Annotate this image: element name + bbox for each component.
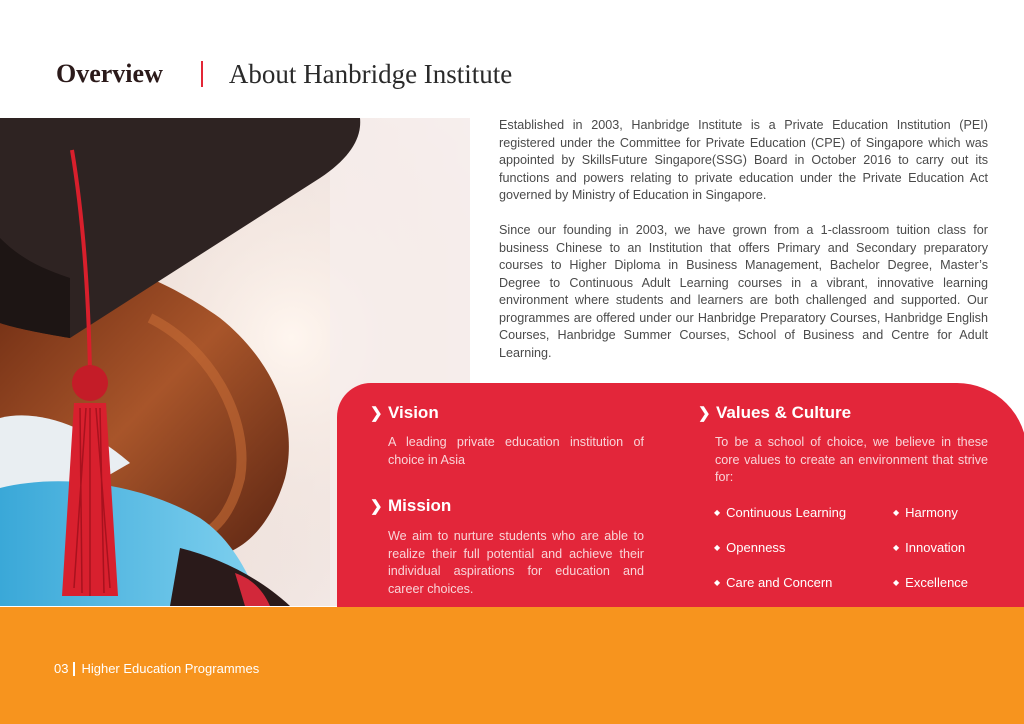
mission-heading	[370, 496, 451, 516]
section-label: Overview	[56, 59, 163, 88]
values-heading	[698, 403, 851, 423]
values-title: Values & Culture	[716, 403, 852, 422]
intro-paragraph-2: Since our founding in 2003, we have grown from a 1-classroom tuition class for business Chinese to an Institution that offers Primary and Secondary preparatory courses to Higher Diploma in Business Management, Bachelor Degree, Master’s Degree to Continuous Adult Learning courses in a vibrant, innovative learning environment where students and learners are both challenged and supported. Our programmes are offered under our Hanbridge Preparatory Courses, Hanbridge English Courses, Hanbridge Summer Courses, School of Business and Centre for Adult Learning.	[499, 223, 988, 360]
value-label: Continuous Learning	[726, 505, 847, 520]
diamond-icon: ◆	[893, 543, 900, 552]
value-label: Innovation	[905, 540, 966, 555]
vision-text: A leading private education institution of choice in Asia	[388, 435, 644, 467]
footer-caption	[54, 661, 259, 676]
diamond-icon: ◆	[714, 508, 721, 517]
value-label: Excellence	[905, 575, 969, 590]
value-item	[893, 575, 968, 590]
intro-paragraph-1: Established in 2003, Hanbridge Institute is a Private Education Institution (PEI) registered under the Committee for Private Education (CPE) of Singapore which was appointed by SkillsFuture Singapore(SSG) Board in October 2016 to carry out its functions and powers relating to private education under the Private Education Act governed by Ministry of Education in Singapore.	[499, 118, 988, 202]
value-item	[714, 540, 785, 555]
intro-text	[499, 117, 988, 362]
diamond-icon: ◆	[714, 578, 721, 587]
value-item	[893, 540, 965, 555]
mission-title: Mission	[388, 496, 452, 515]
value-item	[714, 575, 832, 590]
footer-label: Higher Education Programmes	[81, 661, 260, 676]
chevron-right-icon: ❯	[370, 405, 383, 422]
value-label: Care and Concern	[726, 575, 833, 590]
value-label: Harmony	[905, 505, 958, 520]
header-divider	[201, 61, 203, 87]
page-number: 03	[54, 661, 69, 676]
chevron-right-icon: ❯	[698, 405, 711, 422]
value-label: Openness	[726, 540, 786, 555]
vision-heading	[370, 403, 439, 423]
chevron-right-icon: ❯	[370, 498, 383, 515]
value-item	[893, 505, 958, 520]
values-text: To be a school of choice, we believe in these core values to create an environment that strive for:	[715, 435, 988, 484]
page-title: About Hanbridge Institute	[228, 58, 513, 89]
vision-title: Vision	[388, 403, 439, 422]
diamond-icon: ◆	[893, 578, 900, 587]
mission-text: We aim to nurture students who are able to realize their full potential and achieve their individual aspirations for education and career choices.	[388, 529, 644, 596]
value-item	[714, 505, 846, 520]
page-header	[56, 56, 512, 92]
diamond-icon: ◆	[893, 508, 900, 517]
footer-divider	[73, 662, 75, 676]
diamond-icon: ◆	[714, 543, 721, 552]
